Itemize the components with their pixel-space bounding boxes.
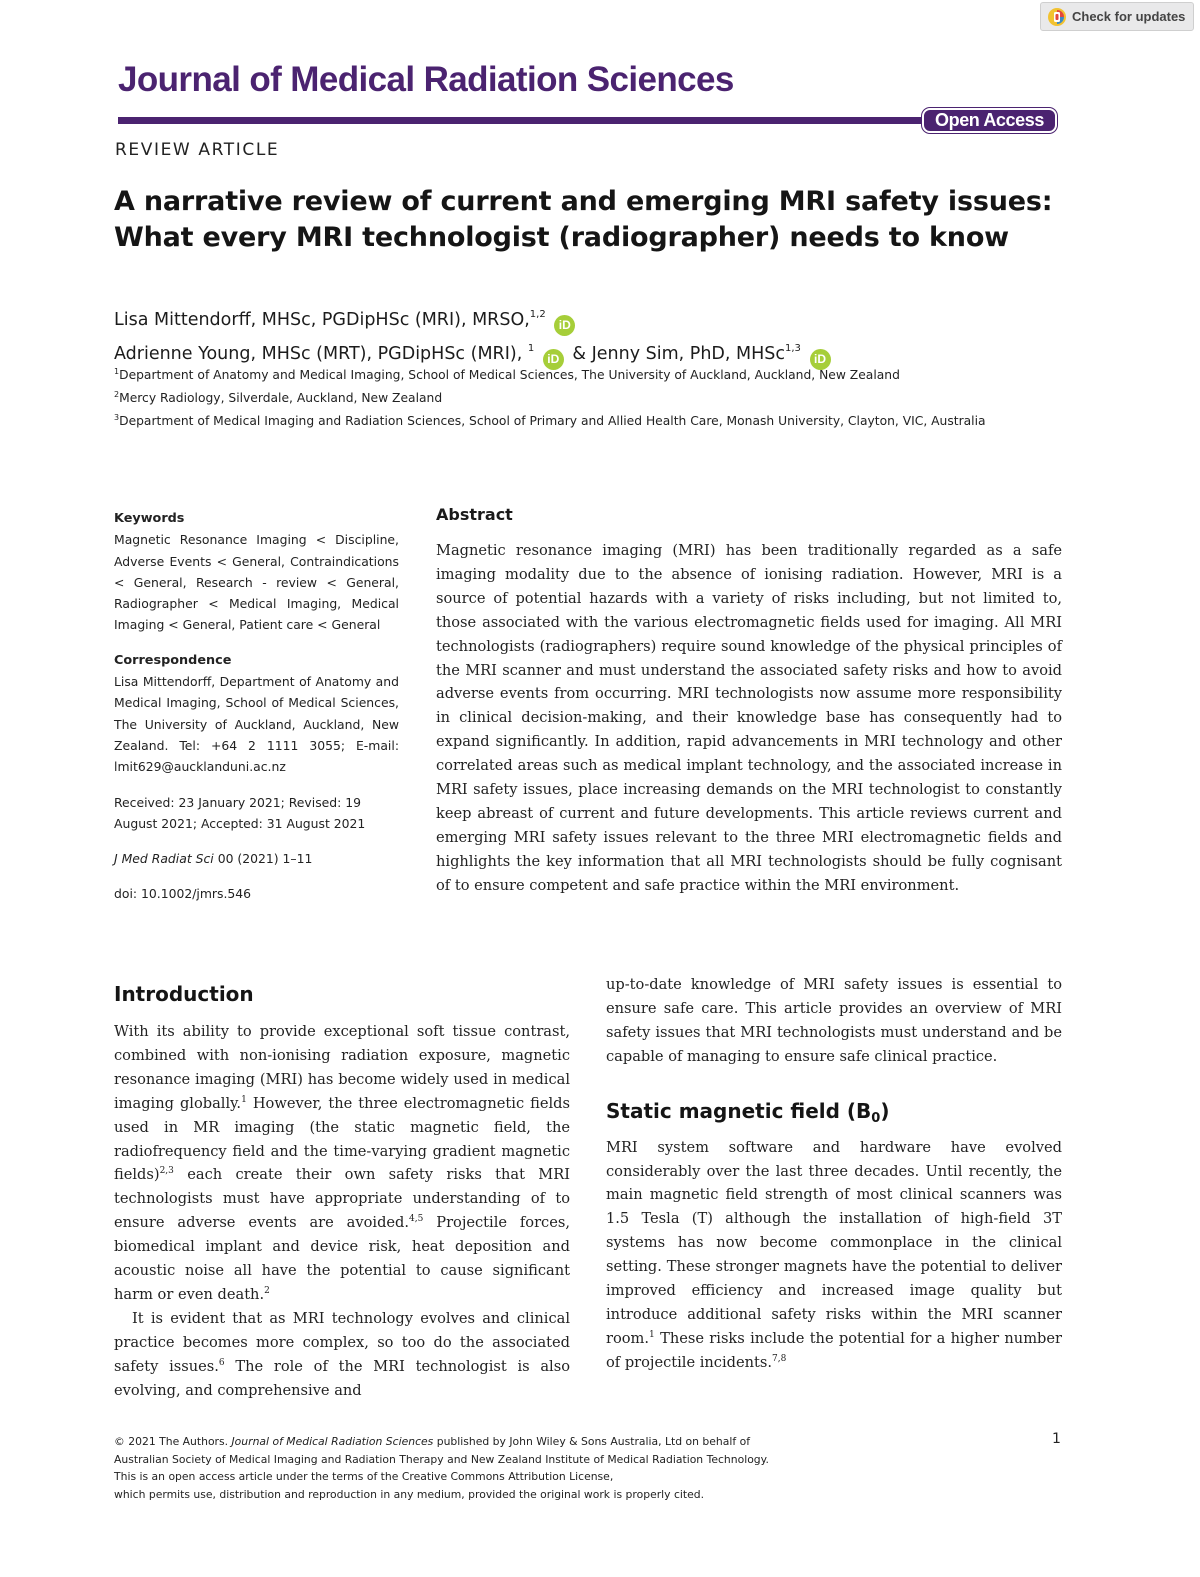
author-line-1 bbox=[114, 302, 1074, 336]
abstract-heading: Abstract bbox=[436, 505, 513, 524]
static-field-heading: Static magnetic field $(B_0)$ bbox=[606, 1098, 890, 1126]
keywords-block bbox=[114, 508, 399, 636]
citation-ref[interactable]: 1 bbox=[649, 1329, 655, 1340]
author-name: Jenny Sim, PhD, MHSc bbox=[591, 344, 786, 364]
check-for-updates-button[interactable] bbox=[1040, 2, 1194, 31]
intro-paragraph-2: It is evident that as MRI technology evolves and clinical practice becomes more complex, so too do the associated safety issues.$^6$ The role of the MRI technologist is also evolving, and comprehensive and bbox=[114, 1309, 570, 1399]
orcid-icon[interactable]: iD bbox=[543, 349, 564, 370]
citation-ref[interactable]: 4,5 bbox=[409, 1214, 424, 1225]
copyright-footer: © 2021 The Authors. Journal of Medical Radiation Sciences published by John Wiley & Sons Australia, Ltd on behalf of Australian Society of Medical Imaging and Radiation Therapy and New Zealand Institute of Medical Radiation Technology. This is an open access article under the terms of the Creative Commons Attribution License, which permits use, distribution and reproduction in any medium, provided the original work is properly cited. bbox=[114, 1435, 769, 1501]
author-list bbox=[114, 302, 1074, 370]
author-conjunction: & bbox=[572, 344, 587, 364]
crossmark-icon bbox=[1047, 7, 1067, 27]
intro-paragraph-1: With its ability to provide exceptional soft tissue contrast, combined with non-ionising radiation exposure, magnetic resonance imaging (MRI) has become widely used in medical imaging globally.$^1$ However, the three electromagnetic fields used in MR imaging (the static magnetic field, the radiofrequency field and the time-varying gradient magnetic fields)$^{2,3}$ each create their own safety risks that MRI technologists must have appropriate understanding of to ensure adverse events are avoided.$^{4,5}$ Projectile forces, biomedical implant and device risk, heat deposition and acoustic noise all have the potential to cause significant harm or even death.$^2$ bbox=[114, 1023, 570, 1303]
citation-ref[interactable]: 2,3 bbox=[159, 1166, 174, 1177]
orcid-icon[interactable]: iD bbox=[810, 349, 831, 370]
footer-journal-name: Journal of Medical Radiation Sciences bbox=[231, 1435, 434, 1448]
author-affil-ref: 1,2 bbox=[529, 309, 546, 320]
article-metadata-sidebar bbox=[114, 508, 399, 919]
right-column bbox=[606, 973, 1062, 1375]
keywords-heading: Keywords bbox=[114, 511, 185, 526]
dates-text: Received: 23 January 2021; Revised: 19 August 2021; Accepted: 31 August 2021 bbox=[114, 794, 366, 831]
affiliation-item: $^1$Department of Anatomy and Medical Imaging, School of Medical Sciences, The University of Auckland, Auckland, New Zealand bbox=[114, 367, 900, 382]
introduction-heading: Introduction bbox=[114, 982, 254, 1006]
author-name: Adrienne Young, MHSc (MRT), PGDipHSc (MRI), bbox=[114, 344, 523, 364]
author-affil-ref: 1 bbox=[527, 343, 535, 354]
intro-paragraph-3: up-to-date knowledge of MRI safety issues is essential to ensure safe care. This article provides an overview of MRI safety issues that MRI technologists must understand and be capable of managing to ensure safe clinical practice. bbox=[606, 976, 1062, 1065]
header-rule bbox=[118, 117, 928, 124]
abstract-section bbox=[436, 505, 1062, 898]
citation-text bbox=[114, 848, 399, 869]
correspondence-text: Lisa Mittendorff, Department of Anatomy and Medical Imaging, School of Medical Sciences, The University of Auckland, Auckland, New Zealand. Tel: +64 2 1111 3055; E-mail: lmit629@aucklanduni.ac.nz bbox=[114, 674, 399, 775]
introduction-section bbox=[114, 982, 570, 1403]
check-updates-label: Check for updates bbox=[1072, 9, 1186, 24]
citation-ref[interactable]: 7,8 bbox=[772, 1353, 787, 1364]
citation-journal: J Med Radiat Sci bbox=[114, 851, 214, 867]
citation-ref[interactable]: 1 bbox=[241, 1094, 247, 1105]
abstract-text: Magnetic resonance imaging (MRI) has been traditionally regarded as a safe imaging modality due to the absence of ionising radiation. However, MRI is a source of potential hazards with a variety of risks including, but not limited to, those associated with the various electromagnetic fields used for imaging. All MRI technologists (radiographers) require sound knowledge of the physical principles of the MRI scanner and must understand the associated safety risks and how to avoid adverse events from occurring. MRI technologists now assume more responsibility in clinical decision-making, and their knowledge base has consequently had to expand significantly. In addition, rapid advancements in MRI technology and other correlated areas such as medical implant technology, and the associated increase in MRI safety issues, place increasing demands on the MRI technologist to constantly keep abreast of current and future developments. This article reviews current and emerging MRI safety issues relevant to the three MRI electromagnetic fields and highlights the key information that all MRI technologists should be fully cognisant of to ensure competent and safe practice within the MRI environment. bbox=[436, 542, 1062, 894]
orcid-icon[interactable]: iD bbox=[554, 315, 575, 336]
keywords-text: Magnetic Resonance Imaging < Discipline, Adverse Events < General, Contraindications < General, Research - review < General, Radiographer < Medical Imaging, Medical Imaging < General, Patient care < General bbox=[114, 532, 399, 633]
affiliation-item: $^2$Mercy Radiology, Silverdale, Auckland, New Zealand bbox=[114, 390, 443, 405]
open-access-badge: Open Access bbox=[922, 108, 1057, 133]
static-field-paragraph: MRI system software and hardware have evolved considerably over the last three decades. Until recently, the main magnetic field strength of most clinical scanners was 1.5 Tesla (T) although the installation of high-field 3T systems has now become commonplace in the clinical setting. These stronger magnets have the potential to deliver improved efficiency and increased image quality but introduce additional safety risks within the MRI scanner room.$^1$ These risks include the potential for a higher number of projectile incidents.$^{7,8}$ bbox=[606, 1138, 1062, 1371]
author-affil-ref: 1,3 bbox=[785, 343, 801, 354]
author-name: Lisa Mittendorff, MHSc, PGDipHSc (MRI), MRSO, bbox=[114, 310, 530, 330]
correspondence-heading: Correspondence bbox=[114, 652, 232, 668]
affiliation-item: $^3$Department of Medical Imaging and Radiation Sciences, School of Primary and Allied Health Care, Monash University, Clayton, VIC, Australia bbox=[114, 413, 986, 428]
citation-ref[interactable]: 2 bbox=[264, 1285, 270, 1296]
citation-ref[interactable]: 6 bbox=[218, 1357, 225, 1368]
article-type: REVIEW ARTICLE bbox=[115, 140, 280, 160]
journal-title: Journal of Medical Radiation Sciences bbox=[118, 60, 734, 99]
correspondence-block bbox=[114, 650, 399, 778]
citation-rest: 00 (2021) 1–11 bbox=[217, 851, 313, 867]
article-title: A narrative review of current and emerging MRI safety issues: What every MRI technologist (radiographer) needs to know bbox=[114, 186, 1053, 253]
page-number: 1 bbox=[1052, 1431, 1061, 1447]
affiliation-list bbox=[114, 362, 1074, 431]
doi-link[interactable]: doi: 10.1002/jmrs.546 bbox=[114, 886, 252, 902]
